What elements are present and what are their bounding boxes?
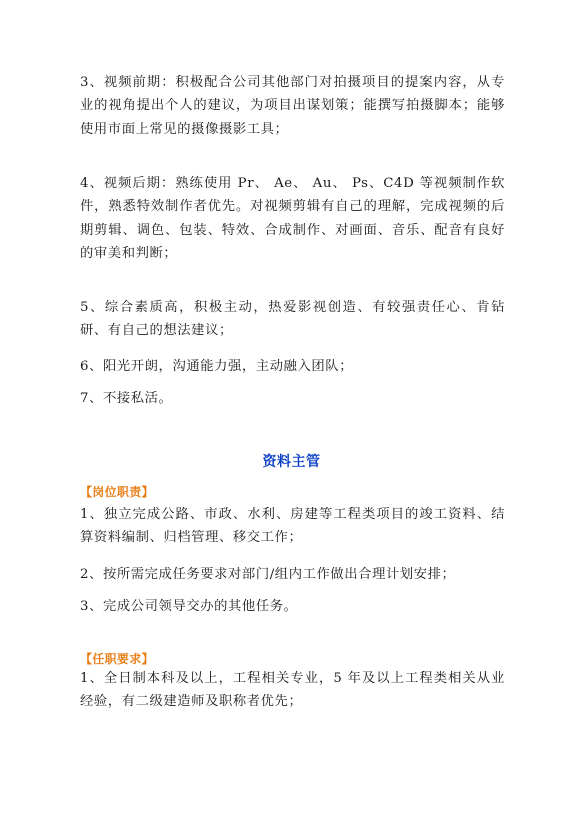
section-title: 资料主管 (262, 454, 321, 470)
requirement-item-5: 5、综合素质高，积极主动，热爱影视创造、有较强责任心、肯钻研、有自己的想法建议； (80, 300, 505, 339)
duty-item-3: 3、完成公司领导交办的其他任务。 (80, 599, 298, 614)
duty-item-2: 2、按所需完成任务要求对部门/组内工作做出合理计划安排； (80, 567, 456, 582)
requirement-item-7: 7、不接私活。 (80, 391, 173, 406)
requirements-tag: 【任职要求】 (80, 652, 154, 666)
duties-tag: 【岗位职责】 (80, 485, 154, 499)
requirement-item-3: 3、视频前期：积极配合公司其他部门对拍摄项目的提案内容，从专业的视角提出个人的建议，为项目出谋划策；能撰写拍摄脚本；能够使用市面上常见的摄像摄影工具； (80, 75, 505, 137)
requirement-item-1: 1、全日制本科及以上，工程相关专业，5 年及以上工程类相关从业经验，有二级建造师及职称者优先； (80, 671, 505, 710)
requirement-item-6: 6、阳光开朗，沟通能力强，主动融入团队； (80, 359, 354, 374)
duty-item-1: 1、独立完成公路、市政、水利、房建等工程类项目的竣工资料、结算资料编制、归档管理、移交工作； (80, 507, 505, 546)
requirement-item-4: 4、视频后期：熟练使用 Pr、 Ae、 Au、 Ps、C4D 等视频制作软件，熟悉特效制作者优先。对视频剪辑有自己的理解，完成视频的后期剪辑、调色、包装、特效、合成制作、对画面、音乐、配音有良好的审美和判断； (80, 176, 505, 262)
